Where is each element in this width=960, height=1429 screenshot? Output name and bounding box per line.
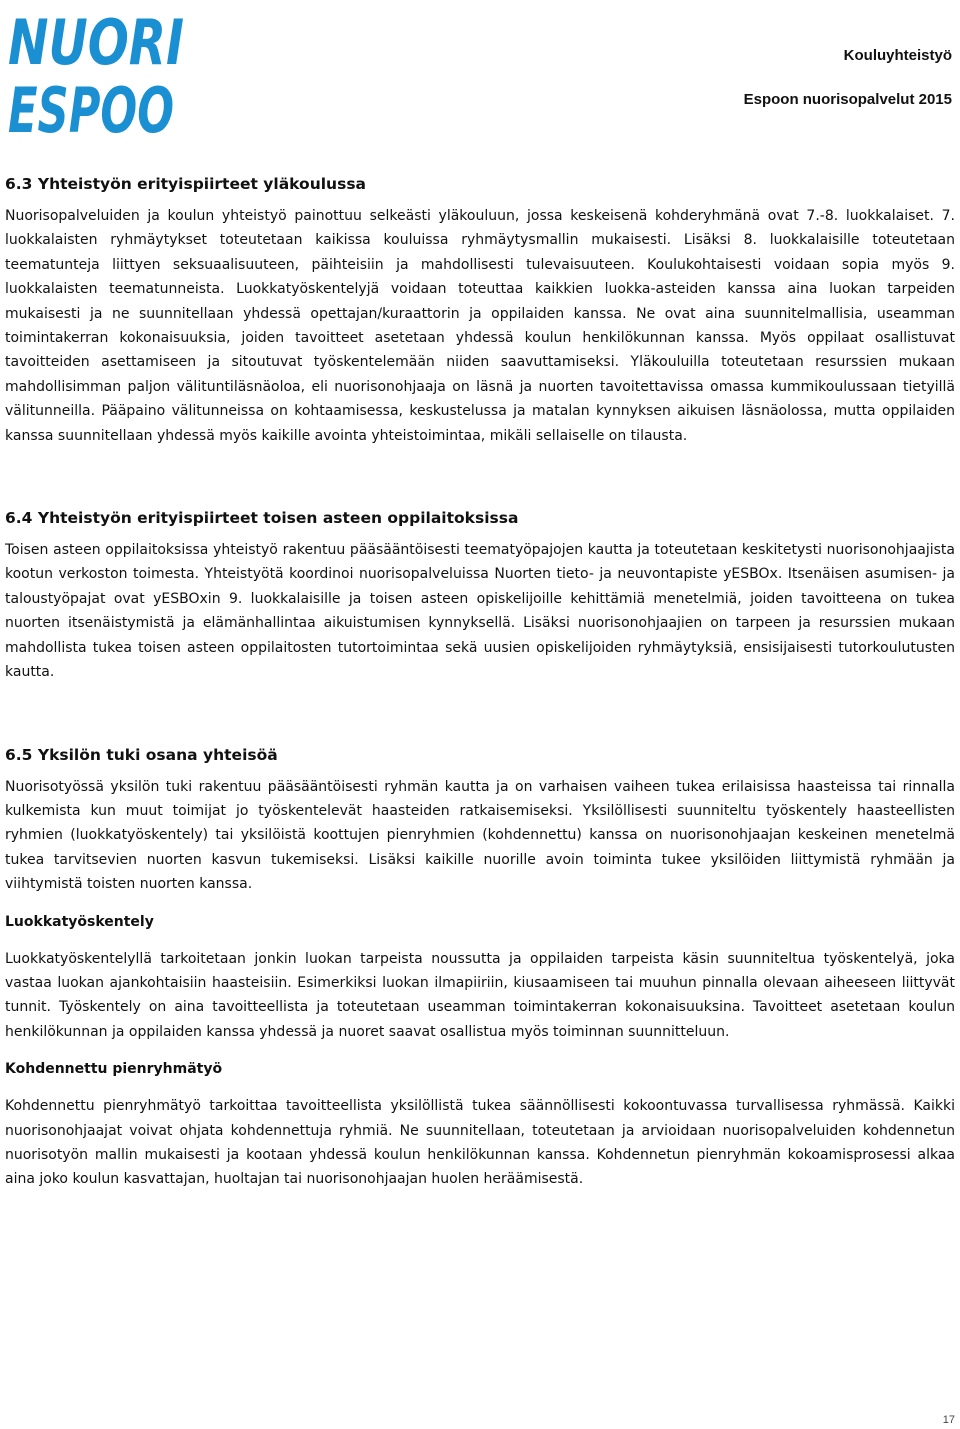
document-body xyxy=(5,172,955,1192)
document-title: Kouluyhteistyö xyxy=(843,47,952,64)
section-body-6-5: Nuorisotyössä yksilön tuki rakentuu pääsääntöisesti ryhmän kautta ja on varhaisen vaiheen tukea erilaisissa haasteissa tai rinnalla kulkemista kun muut toimijat jo työskentelevät haasteiden ratkaisemiseksi. Yksilöllisesti suunniteltu työskentely haasteellisten ryhmien (luokkatyöskentely) tai yksilöistä koottujen pienryhmien (kohdennettu) kanssa on nuorisonohjaajan keskeinen menetelmä tukea tarvitsevien nuorten kasvun tukemiseksi. Lisäksi kaikille nuorille avoin toiminta tukee yksilöiden liittymistä ryhmään ja viihtymistä toisten nuorten kanssa. xyxy=(5,778,955,893)
section-body-6-4: Toisen asteen oppilaitoksissa yhteistyö rakentuu pääsääntöisesti teematyöpajojen kautta ja toteutetaan keskitetysti nuorisonohjaajista kootun verkoston toimesta. Yhteistyötä koordinoi nuorisopalveluissa Nuorten tieto- ja neuvontapiste yESBOx. Itsenäisen asumisen- ja taloustyöpajat ovat yESBOxin 9. luokkalaisille ja toisen asteen opiskelijoille kehittämiä menetelmiä, joiden tavoitteena on tukea nuorten itsenäistymistä ja elämänhallintaa aikuistumisen kynnyksellä. Lisäksi nuorisonohjaajien on tarpeen ja resurssien mukaan mahdollista tukea toisen asteen oppilaitosten tutortoimintaa sekä uusien opiskelijoiden ryhmäytyksiä, ensisijaisesti tutorkoulutusten kautta. xyxy=(5,542,955,681)
subheading-luokkatyoskentely: Luokkatyöskentely xyxy=(5,913,154,930)
body-kohdennettu-pienryhmatyo: Kohdennettu pienryhmätyö tarkoittaa tavoitteellista yksilöllistä tukea säännöllisesti kokoontuvassa turvallisessa ryhmässä. Kaikki nuorisonohjaajat voivat ohjata kohdennettuja ryhmiä. Ne suunnitellaan, toteutetaan ja arvioidaan nuorisopalveluiden kohdennetun nuorisotyön mallin mukaisesti ja kootaan yhdessä koulun henkilökunnan kanssa. Kohdennetun pienryhmän kokoamisprosessi alkaa aina joko koulun kasvattajan, huoltajan tai nuorisonohjaajan huolen heräämisestä. xyxy=(5,1098,955,1188)
subheading-kohdennettu-pienryhmatyo: Kohdennettu pienryhmätyö xyxy=(5,1061,223,1078)
body-luokkatyoskentely: Luokkatyöskentelyllä tarkoitetaan jonkin luokan tarpeista noussutta ja oppilaiden tarpeista käsin suunniteltua työskentelyä, joka vastaa luokan ajankohtaisiin haasteisiin. Esimerkiksi luokan ilmapiiriin, kiusaamiseen tai muuhun pinnalla olevaan aiheeseen liittyvät tunnit. Työskentely on aina tavoitteellista ja toteutetaan useamman toimintakerran kokonaisuuksina. Tavoitteet asetetaan koulun henkilökunnan ja oppilaiden kanssa yhdessä ja nuoret saavat osallistua myös toiminnan suunnitteluun. xyxy=(5,950,955,1040)
logo-text-espoo: ESPOO xyxy=(8,74,174,147)
logo-text-nuori: NUORI xyxy=(8,6,184,79)
document-subtitle: Espoon nuorisopalvelut 2015 xyxy=(743,91,952,108)
section-heading-6-3: 6.3 Yhteistyön erityispiirteet yläkoulussa xyxy=(5,175,367,193)
section-heading-6-4: 6.4 Yhteistyön erityispiirteet toisen asteen oppilaitoksissa xyxy=(5,509,519,528)
section-heading-6-5: 6.5 Yksilön tuki osana yhteisöä xyxy=(5,745,278,764)
nuori-espoo-logo xyxy=(6,4,186,147)
section-body-6-3: Nuorisopalveluiden ja koulun yhteistyö painottuu selkeästi yläkouluun, jossa keskeisenä kohderyhmänä ovat 7.-8. luokkalaiset. 7. luokkalaisten ryhmäytykset toteutetaan kaikissa kouluissa ryhmäytysmallin mukaisesti. Lisäksi 8. luokkalaisille toteutetaan teematunteja liittyen seksuaalisuuteen, päihteisiin ja mahdollisesti tulevaisuuteen. Koulukohtaisesti voidaan sopia myös 9. luokkalaisten teematunneista. Luokkatyöskentelyjä voidaan toteuttaa kaikkien luokka-asteiden kanssa aina luokan tarpeiden mukaisesti ja ne suunnitellaan yhdessä opettajan/kuraattorin ja oppilaiden kanssa. Ne ovat aina suunnitelmallisia, useamman toimintakerran kokonaisuuksia, joiden tavoitteet asetetaan yhdessä koulun henkilökunnan kanssa. Myös oppilaat osallistuvat tavoitteiden asettamiseen ja sitoutuvat työskentelemään niiden saavuttamiseksi. Yläkouluilla toteutetaan resurssien mukaan mahdollisimman paljon välituntiläsnäoloa, eli nuorisonohjaaja on läsnä ja nuorten tavoitettavissa omassa kummikoulussaan tietyillä välitunneilla. Pääpaino välitunneissa on kohtaamisessa, keskustelussa ja matalan kynnyksen aikuisen läsnäolossa, mutta oppilaiden kanssa suunnitellaan yhdessä myös kaikille avointa yhteistoimintaa, mikäli sellaiselle on tilausta. xyxy=(5,208,955,444)
page-number: 17 xyxy=(942,1414,955,1426)
